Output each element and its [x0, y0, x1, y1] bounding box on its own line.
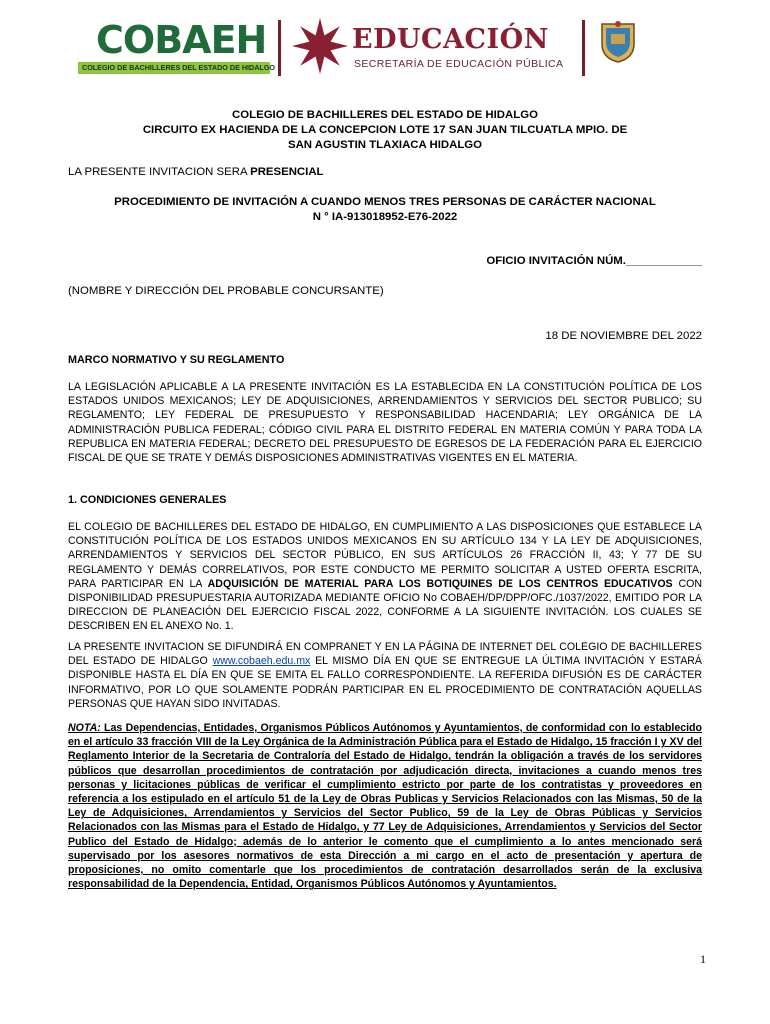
- nota-label: NOTA:: [68, 722, 101, 734]
- procedure-number: N ° IA-913018952-E76-2022: [312, 211, 458, 223]
- condiciones-p2-text-end: EL MISMO DÍA EN QUE SE ENTREGUE LA ÚLTIMA INVITACIÓN Y ESTARÁ DISPONIBLE HASTA EL DÍA EN QUE SE EMITA EL FALLO CORRESPONDIENTE. LA REFERIDA DIFUSIÓN ES DE CARÁCTER INFORMATIVO, POR LO QUE SOLAMENTE PODRÁN PARTICIPAR EN EL PROCEDIMIENTO DE CONTRATACIÓN AQUELLAS PERSONAS QUE HAYAN SIDO INVITADAS.: [68, 655, 702, 710]
- cobaeh-website-link[interactable]: www.cobaeh.edu.mx: [212, 655, 311, 668]
- invitation-mode: [68, 164, 324, 180]
- letterhead: [0, 14, 770, 80]
- invitation-mode-prefix: LA PRESENTE INVITACION SERA: [68, 166, 251, 178]
- title-line-3: SAN AGUSTIN TLAXIACA HIDALGO: [287, 139, 483, 151]
- state-shield-icon: [598, 20, 638, 64]
- nota-text: Las Dependencias, Entidades, Organismos Públicos Autónomos y Ayuntamientos, de conformidad con lo establecido en el artículo 33 fracción VIII de la Ley Orgánica de la Administración Pública para el Estado de Hidalgo, 15 fracción I y XV del Reglamento Interior de la Secretaria de Contraloría del Estado de Hidalgo, tendrán la obligación a través de los servidores públicos que desarrollan procedimientos de contratación por adjudicación directa, invitaciones a cuando menos tres personas y licitaciones públicas de verificar el cumplimiento estricto por parte de los contratistas y proveedores en referencia a los estipulado en el artículo 51 de la Ley de Obras Publicas y Servicios Relacionados con las Mismas, 50 de la Ley de Adquisiciones, Arrendamientos y Servicios del Sector Publico, 59 de la Ley de Obras Públicas y Servicios Relacionados con las Mismas para el Estado de Hidalgo, y 77 Ley de Adquisiciones, Arrendamientos y Servicios del Sector Publico del Estado de Hidalgo; además de lo anterior le comento que el cumplimiento a lo antes mencionado será supervisado por los asesores normativos de esta Dirección a mi cargo en el acto de presentación y apertura de proposiciones, no omito comentarle que los procedimientos de contratación desarrollados serán de la exclusiva responsabilidad de la Dependencia, Entidad, Organismos Públicos Autónomos y Ayuntamientos.: [68, 722, 702, 891]
- cobaeh-logo-wordmark: COBAEH: [96, 18, 267, 62]
- condiciones-p1-bold: ADQUISICIÓN DE MATERIAL PARA LOS BOTIQUINES DE LOS CENTROS EDUCATIVOS: [207, 577, 673, 590]
- condiciones-p1-text: EL COLEGIO DE BACHILLERES DEL ESTADO DE HIDALGO, EN CUMPLIMIENTO A LAS DISPOSICIONES QUE ESTABLECE LA CONSTITUCIÓN POLÍTICA DE LOS ESTADOS UNIDOS MEXICANOS EN SU ARTÍCULO 134 Y LA LEY DE ADQUISICIONES, ARRENDAMIENTOS Y SERVICIOS DEL SECTOR PÚBLICO, EN SUS ARTÍCULOS 26 FRACCIÓN II, 43; Y 77 DE SU REGLAMENTO Y DEMÁS CORRELATIVOS, POR ESTE CONDUCTO ME PERMITO SOLICITAR A USTED OFERTA ESCRITA, PARA PARTICIPAR EN LA: [68, 521, 702, 590]
- sep-logo-subtitle: SECRETARÍA DE EDUCACIÓN PÚBLICA: [354, 58, 564, 70]
- condiciones-heading: 1. CONDICIONES GENERALES: [68, 494, 227, 506]
- cobaeh-logo: [78, 18, 276, 80]
- marco-paragraph: LA LEGISLACIÓN APLICABLE A LA PRESENTE INVITACIÓN ES LA ESTABLECIDA EN LA CONSTITUCIÓN POLÍTICA DE LOS ESTADOS UNIDOS MEXICANOS; LEY DE ADQUISICIONES, ARRENDAMIENTOS Y SERVICIOS DEL SECTOR PUBLICO; SU REGLAMENTO; LEY FEDERAL DE PRESUPUESTO Y RESPONSABILIDAD HACENDARIA; LEY ORGÁNICA DE LA ADMINISTRACIÓN PUBLICA FEDERAL; CÓDIGO CIVIL PARA EL DISTRITO FEDERAL EN MATERIA COMÚN Y PARA TODA LA REPUBLICA EN MATERIA FEDERAL; DECRETO DEL PRESUPUESTO DE EGRESOS DE LA FEDERACIÓN PARA EL EJERCICIO FISCAL DE QUE SE TRATE Y DEMÁS DISPOSICIONES ADMINISTRATIVAS VIGENTES EN EL MATERIA.: [68, 381, 702, 465]
- condiciones-p2-text: LA PRESENTE INVITACION SE DIFUNDIRÁ EN COMPRANET Y EN LA PÁGINA DE INTERNET DEL COLEGIO DE BACHILLERES DEL ESTADO DE HIDALGO: [68, 641, 702, 668]
- invitation-mode-value: PRESENCIAL: [250, 166, 324, 178]
- title-line-2: CIRCUITO EX HACIENDA DE LA CONCEPCION LOTE 17 SAN JUAN TILCUATLA MPIO. DE: [142, 124, 628, 136]
- nota-paragraph: [68, 721, 702, 891]
- document-date: 18 DE NOVIEMBRE DEL 2022: [545, 330, 702, 342]
- oficio-number: [486, 253, 702, 269]
- page-number: 1: [700, 952, 706, 966]
- sep-flower-icon: [290, 16, 350, 76]
- procedure-line-1: PROCEDIMIENTO DE INVITACIÓN A CUANDO MENOS TRES PERSONAS DE CARÁCTER NACIONAL: [114, 196, 656, 208]
- title-line-1: COLEGIO DE BACHILLERES DEL ESTADO DE HIDALGO: [232, 109, 538, 121]
- oficio-blank: ____________: [625, 255, 702, 267]
- recipient-placeholder: (NOMBRE Y DIRECCIÓN DEL PROBABLE CONCURSANTE): [68, 285, 384, 297]
- condiciones-paragraph-2: [68, 640, 702, 711]
- condiciones-p1-text-end: CON DISPONIBILIDAD PRESUPUESTARIA AUTORIZADA MEDIANTE OFICIO No COBAEH/DP/DPP/OFC./1037/2022, EMITIDO POR LA DIRECCION DE PLANEACIÓN DEL EJERCICIO FISCAL 2022, CONFORME A LA SIGUIENTE INVITACIÓN. LOS CUALES SE DESCRIBEN EN EL ANEXO No. 1.: [68, 577, 703, 633]
- marco-heading: MARCO NORMATIVO Y SU REGLAMENTO: [68, 354, 285, 366]
- sep-logo-wordmark: EDUCACIÓN: [352, 24, 549, 55]
- header-divider: [278, 20, 281, 76]
- cobaeh-logo-subtitle: COLEGIO DE BACHILLERES DEL ESTADO DE HIDALGO: [82, 63, 276, 72]
- oficio-label: OFICIO INVITACIÓN NÚM.: [486, 255, 626, 267]
- condiciones-paragraph-1: [68, 520, 702, 634]
- header-divider-2: [582, 20, 585, 76]
